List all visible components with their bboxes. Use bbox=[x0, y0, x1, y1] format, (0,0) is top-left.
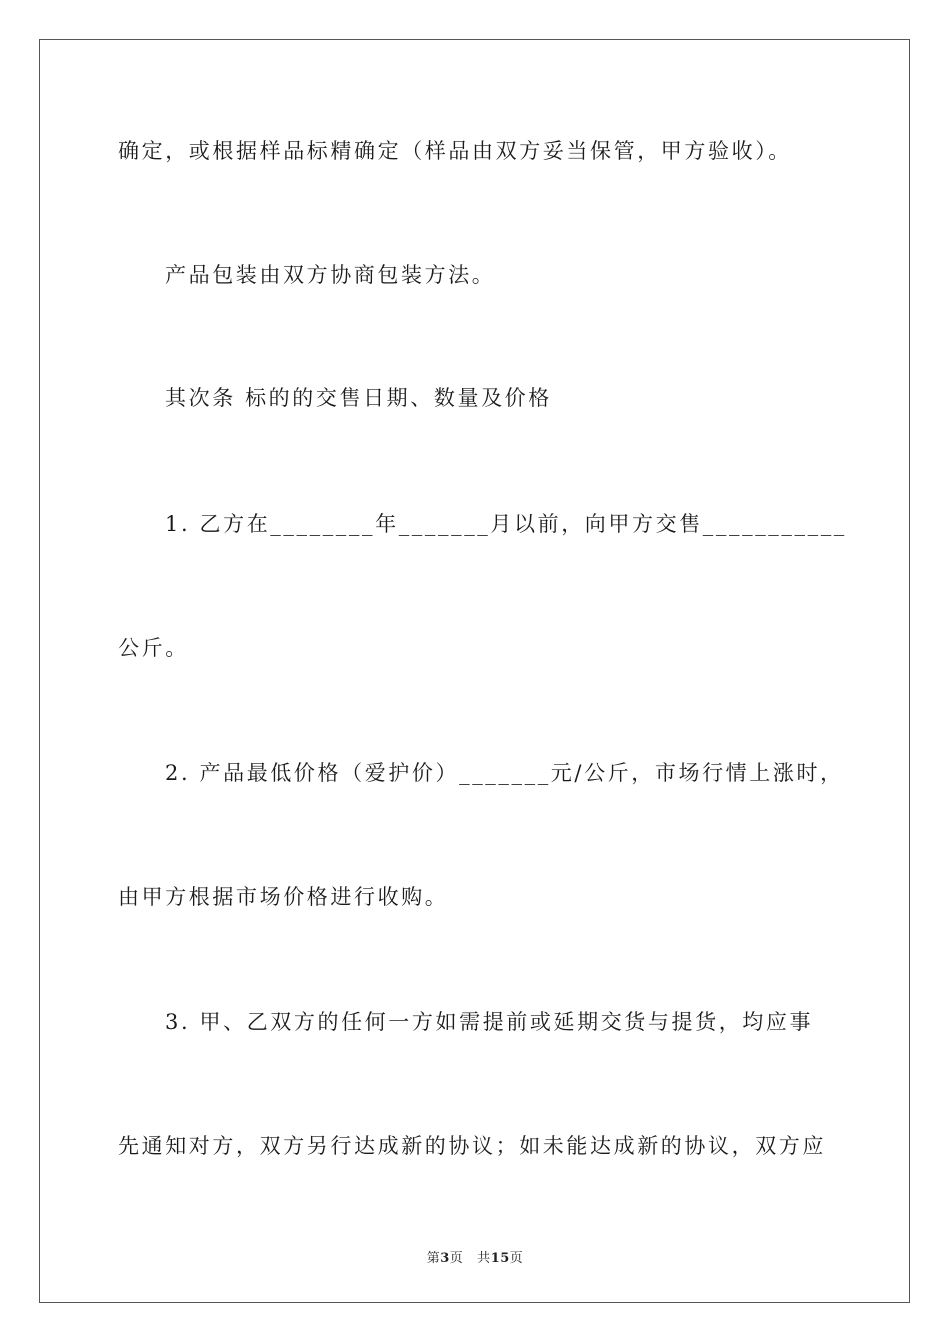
text-line-3: 1. 乙方在________年_______月以前，向甲方交售___________ bbox=[165, 512, 847, 536]
page-number: 3 bbox=[440, 1251, 450, 1266]
text-line-1: 确定，或根据样品标精确定（样品由双方妥当保管，甲方验收）。 bbox=[118, 139, 792, 163]
page-total: 15 bbox=[490, 1251, 510, 1266]
total-prefix: 共 bbox=[477, 1251, 491, 1266]
text-line-8: 先通知对方，双方另行达成新的协议；如未能达成新的协议，双方应 bbox=[118, 1134, 826, 1158]
page-prefix: 第 bbox=[426, 1251, 441, 1266]
text-line-6: 由甲方根据市场价格进行收购。 bbox=[118, 885, 449, 909]
page-footer bbox=[0, 1247, 950, 1266]
text-line-5: 2. 产品最低价格（爱护价）_______元/公斤，市场行情上涨时， bbox=[165, 761, 844, 785]
text-line-7: 3. 甲、乙双方的任何一方如需提前或延期交货与提货，均应事 bbox=[165, 1010, 814, 1034]
page-border bbox=[39, 39, 910, 1303]
text-line-4: 公斤。 bbox=[118, 636, 189, 660]
section-heading: 其次条 标的的交售日期、数量及价格 bbox=[165, 386, 552, 410]
total-unit: 页 bbox=[509, 1251, 524, 1266]
page-unit: 页 bbox=[449, 1251, 464, 1266]
text-line-2: 产品包装由双方协商包装方法。 bbox=[165, 263, 496, 287]
